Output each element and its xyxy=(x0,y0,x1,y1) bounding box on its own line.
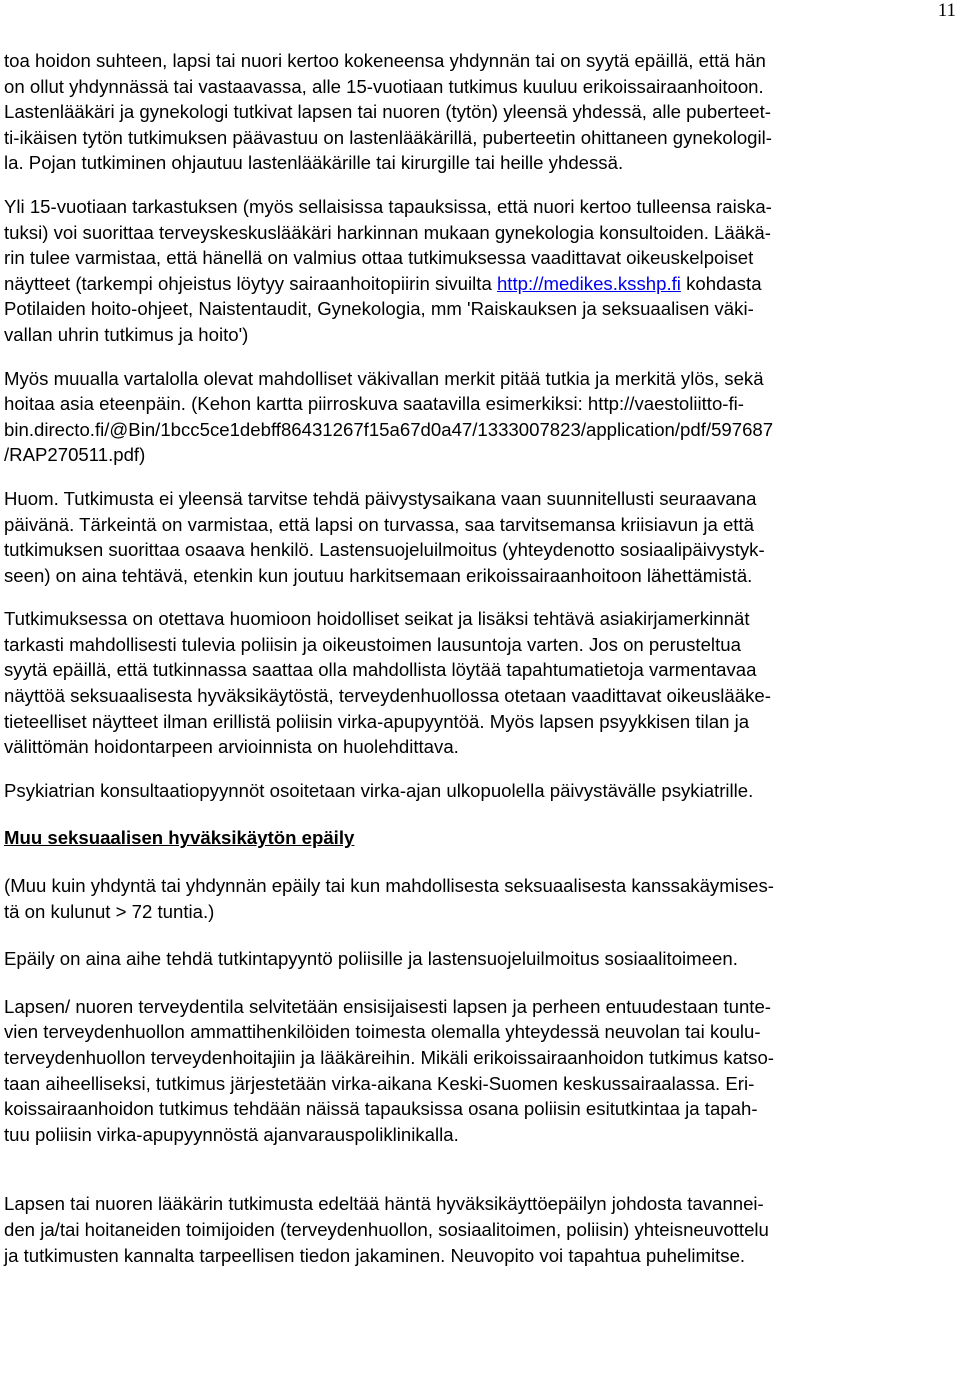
text-line: Lastenlääkäri ja gynekologi tutkivat lapsen tai nuoren (tytön) yleensä yhdessä, alle puberteet- xyxy=(4,101,771,123)
medikes-link[interactable]: http://medikes.ksshp.fi xyxy=(496,272,681,294)
text-line: Tutkimuksessa on otettava huomioon hoidolliset seikat ja lisäksi tehtävä asiakirjamerkinnät xyxy=(4,608,750,630)
text-line: Myös muualla vartalolla olevat mahdolliset väkivallan merkit pitää tutkia ja merkitä ylös, sekä xyxy=(4,367,764,389)
text-line: Yli 15-vuotiaan tarkastuksen (myös sellaisissa tapauksissa, että nuori kertoo tulleensa raiska- xyxy=(4,195,772,217)
text-line: tä on kulunut > 72 tuntia.) xyxy=(4,900,215,922)
text-line: tuu poliisin virka-apupyynnöstä ajanvarauspoliklinikalla. xyxy=(4,1123,459,1145)
text-line: syytä epäillä, että tutkinnassa saattaa olla mahdollista löytää tapahtumatietoja varmentavaa xyxy=(4,659,757,681)
document-body xyxy=(4,48,956,1268)
text-line: ja tutkimusten kannalta tarpeellisen tiedon jakaminen. Neuvopito voi tapahtua puhelimitse. xyxy=(4,1244,746,1266)
text-line: hoitaa asia eteenpäin. (Kehon kartta piirroskuva saatavilla esimerkiksi: http://vaestoliitto-fi- xyxy=(4,393,744,415)
text-line: tieteelliset näytteet ilman erillistä poliisin virka-apupyyntöä. Myös lapsen psyykkisen tilan ja xyxy=(4,710,750,732)
paragraph-note-timing xyxy=(4,486,956,588)
text-line: Huom. Tutkimusta ei yleensä tarvitse tehdä päivystysaikana vaan suunnitellusti seuraavana xyxy=(4,487,757,509)
text-fragment: näytteet (tarkempi ohjeistus löytyy sairaanhoitopiirin sivuilta xyxy=(4,272,497,294)
text-line: tuksi) voi suorittaa terveyskeskuslääkäri harkinnan mukaan gynekologia konsultoiden. Lääkä- xyxy=(4,221,771,243)
text-line: seen) on aina tehtävä, etenkin kun joutuu harkitsemaan erikoissairaanhoitoon lähettämistä. xyxy=(4,564,753,586)
text-line: Lapsen tai nuoren lääkärin tutkimusta edeltää häntä hyväksikäyttöepäilyn johdosta tavannei- xyxy=(4,1193,764,1215)
text-line: Potilaiden hoito-ohjeet, Naistentaudit, Gynekologia, mm 'Raiskauksen ja seksuaalisen väki- xyxy=(4,298,754,320)
text-line: ti-ikäisen tytön tutkimuksen päävastuu on lastenlääkärillä, puberteetin ohittaneen gynekologil- xyxy=(4,126,772,148)
text-line: tarkasti mahdollisesti tulevia poliisin ja oikeustoimen lausuntoja varten. Jos on perusteltua xyxy=(4,633,741,655)
paragraph-examination-under-15 xyxy=(4,48,956,176)
text-line: päivänä. Tärkeintä on varmistaa, että lapsi on turvassa, saa tarvitsemansa kriisiavun ja että xyxy=(4,513,754,535)
paragraph-body-marks xyxy=(4,366,956,468)
text-line: tutkimuksen suorittaa osaava henkilö. Lastensuojeluilmoitus (yhteydenotto sosiaalipäivystyk- xyxy=(4,539,765,561)
text-line: la. Pojan tutkiminen ohjautuu lastenlääkärille tai kirurgille tai heille yhdessä. xyxy=(4,152,624,174)
text-fragment: kohdasta xyxy=(680,272,762,294)
paragraph-consultation xyxy=(4,1191,956,1268)
text-line: on ollut yhdynnässä tai vastaavassa, alle 15-vuotiaan tutkimus kuuluu erikoissairaanhoitoon. xyxy=(4,75,764,97)
paragraph-examination-over-15 xyxy=(4,194,956,348)
text-line: Epäily on aina aihe tehdä tutkintapyyntö poliisille ja lastensuojeluilmoitus sosiaalitoimeen. xyxy=(4,948,738,970)
text-line: Lapsen/ nuoren terveydentila selvitetään ensisijaisesti lapsen ja perheen entuudestaan tunte- xyxy=(4,995,771,1017)
paragraph-documentation xyxy=(4,606,956,760)
text-line: Psykiatrian konsultaatiopyynnöt osoitetaan virka-ajan ulkopuolella päivystävälle psykiatrille. xyxy=(4,779,754,801)
text-line: vien terveydenhuollon ammattihenkilöiden toimesta olemalla yhteydessä neuvolan tai koulu- xyxy=(4,1021,761,1043)
paragraph-police-report xyxy=(4,946,956,972)
section-heading: Muu seksuaalisen hyväksikäytön epäily xyxy=(4,827,355,849)
text-line: välittömän hoidontarpeen arvioinnista on huolehdittava. xyxy=(4,736,459,758)
text-line: vallan uhrin tutkimus ja hoito') xyxy=(4,323,249,345)
text-line: bin.directo.fi/@Bin/1bcc5ce1debff86431267f15a67d0a47/1333007823/application/pdf/597687 xyxy=(4,418,774,440)
paragraph-psychiatry xyxy=(4,778,956,804)
text-line: rin tulee varmistaa, että hänellä on valmius ottaa tutkimuksessa vaadittavat oikeuskelpoiset xyxy=(4,247,754,269)
text-line: toa hoidon suhteen, lapsi tai nuori kertoo kokeneensa yhdynnän tai on syytä epäillä, että hän xyxy=(4,50,766,71)
text-line: taan aiheelliseksi, tutkimus järjestetään virka-aikana Keski-Suomen keskussairaalassa. Eri- xyxy=(4,1072,755,1094)
text-line: näyttöä seksuaalisesta hyväksikäytöstä, terveydenhuollossa otetaan vaadittavat oikeuslääke- xyxy=(4,685,771,707)
text-line xyxy=(4,271,956,297)
paragraph-health-status xyxy=(4,994,956,1148)
text-line: (Muu kuin yhdyntä tai yhdynnän epäily tai kun mahdollisesta seksuaalisesta kanssakäymises- xyxy=(4,875,774,897)
page-number: 11 xyxy=(937,0,956,21)
paragraph-definition xyxy=(4,873,956,924)
text-line: /RAP270511.pdf) xyxy=(4,444,146,466)
text-line: den ja/tai hoitaneiden toimijoiden (terveydenhuollon, sosiaalitoimen, poliisin) yhteisneuvottelu xyxy=(4,1218,769,1240)
section-heading-container xyxy=(4,825,956,851)
text-line: koissairaanhoidon tutkimus tehdään näissä tapauksissa osana poliisin esitutkintaa ja tapah- xyxy=(4,1098,758,1120)
text-line: terveydenhuollon terveydenhoitajiin ja lääkäreihin. Mikäli erikoissairaanhoidon tutkimus katso- xyxy=(4,1047,774,1068)
